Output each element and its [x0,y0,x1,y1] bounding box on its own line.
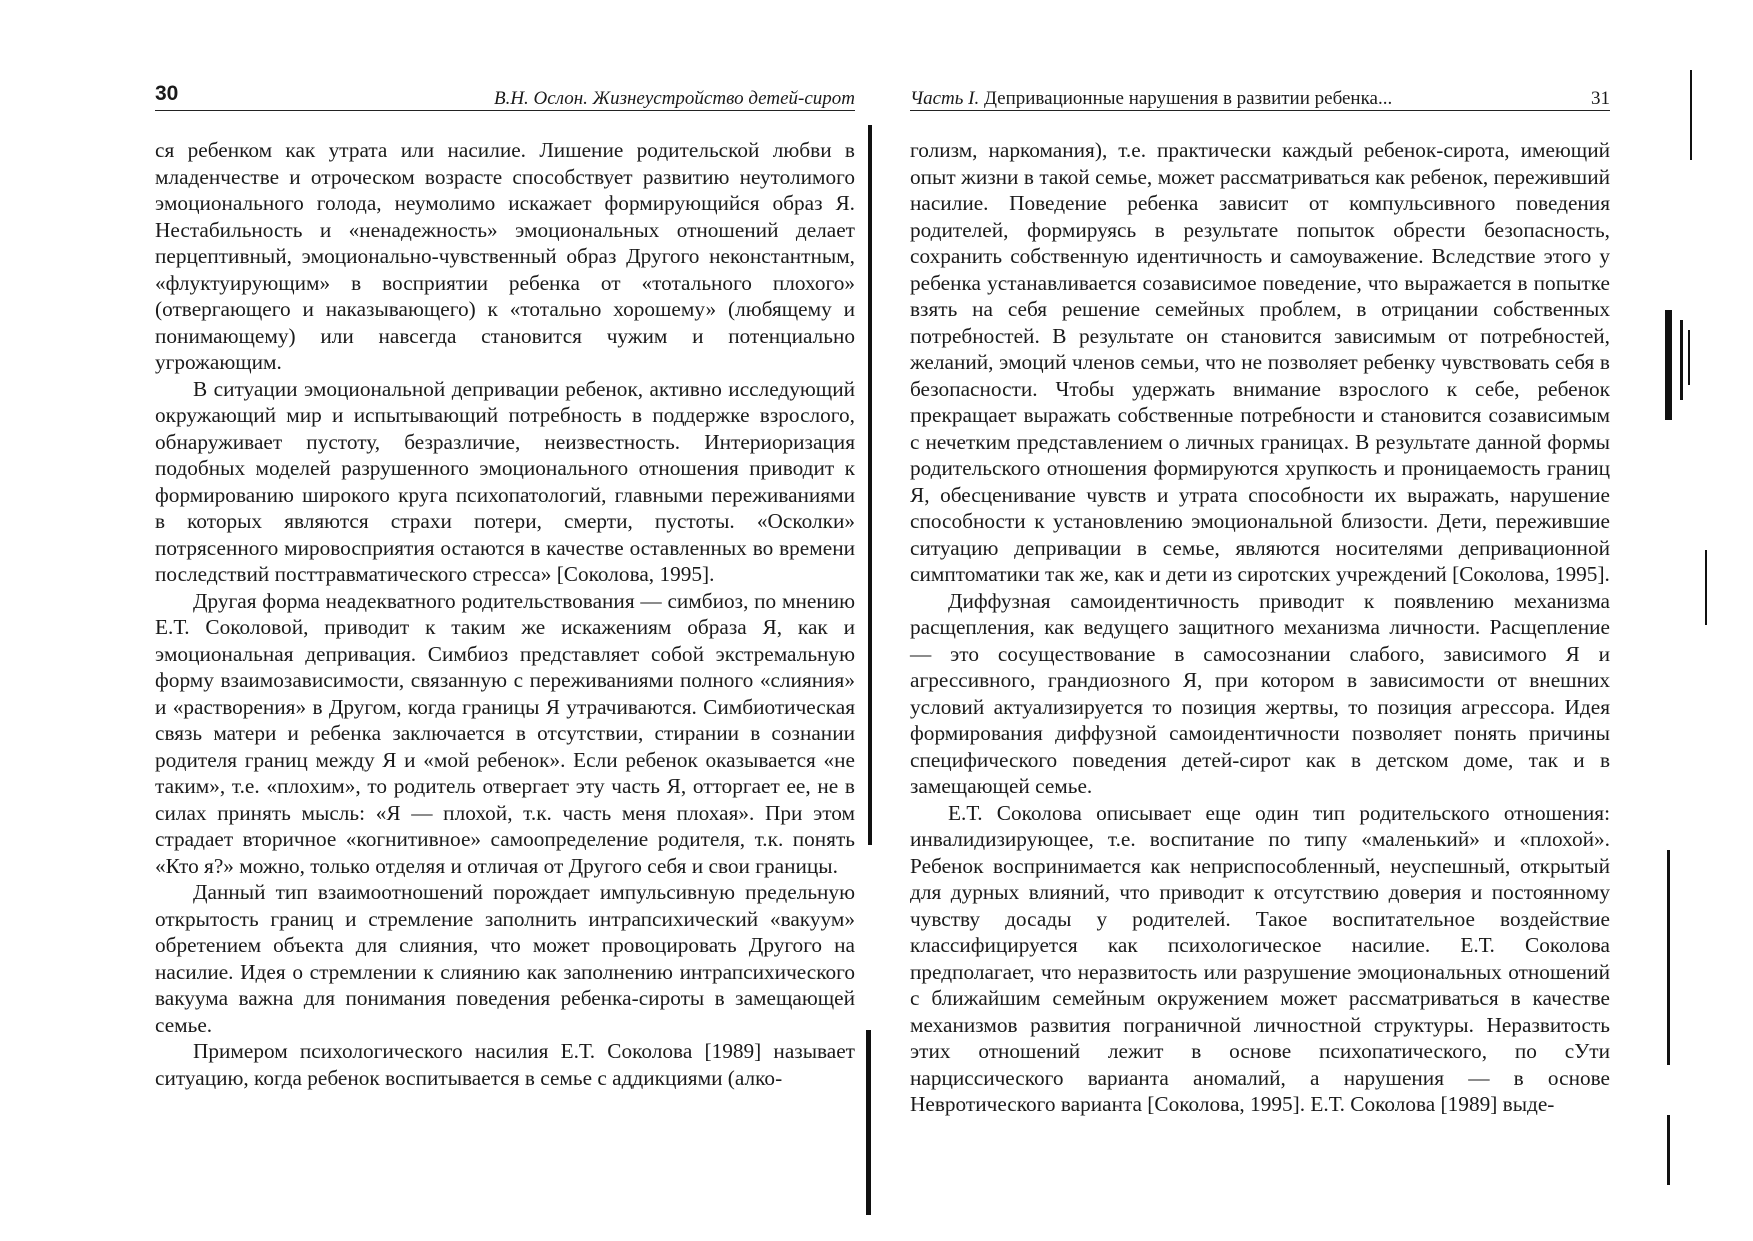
running-title-text: Депривационные нарушения в развитии ребенка... [983,88,1393,109]
scan-bar-gutter-bottom [866,1030,871,1215]
right-page-body [910,137,1610,1118]
paragraph: Диффузная самоидентичность приводит к появлению механизма расщепления, как ведущего защитного механизма личности. Расщепление — это сосуществование в самосознании слабого, зависимого Я и агрессивного, грандиозного Я, при котором в зависимости от внешних условий актуализируется то позиция жертвы, то позиция агрессора. Идея формирования диффузной самоидентичности позволяет понять причины специфического поведения детей-сирот как в детском доме, так и в замещающей семье. [910,588,1610,798]
running-title-text: Жизнеустройство детей-сирот [592,88,855,109]
scan-bar-right-bottom [1667,1115,1670,1185]
paragraph: Данный тип взаимоотношений порождает импульсивную предельную открытость границ и стремление заполнить интрапсихический «вакуум» обретением объекта для слияния, что может провоцировать Другого на насилие. Идея о стремлении к слиянию как заполнению интрапсихического вакуума важна для понимания поведения ребенка-сироты в замещающей семье. [155,880,855,1037]
left-page-body [155,137,855,1091]
running-title-right [910,88,1392,110]
running-title-author: В.Н. Ослон. [493,88,588,109]
scan-bar-right-thick [1665,310,1672,420]
right-page-header [910,80,1610,111]
scan-bar-right-thin-1 [1680,320,1683,400]
scan-bar-gutter-top [868,125,872,845]
left-page-header [155,80,855,111]
scan-bar-right-lower [1667,850,1670,1065]
scan-bar-right-mid [1705,550,1707,625]
running-title-part: Часть I. [910,88,980,109]
scan-bar-right-top [1690,70,1692,160]
paragraph: В ситуации эмоциональной депривации ребенок, активно исследующий окружающий мир и испытывающий потребность в поддержке взрослого, обнаруживает пустоту, безразличие, неизвестность. Интериоризация подобных моделей разрушенного эмоционального отношения приводит к формированию широкого круга психопатологий, главными переживаниями в которых являются страхи потери, смерти, пустоты. «Осколки» потрясенного мировосприятия остаются в качестве оставленных во времени последствий посттравматического стресса» [Соколова, 1995]. [155,376,855,586]
paragraph: Примером психологического насилия Е.Т. Соколова [1989] называет ситуацию, когда ребенок воспитывается в семье с аддикциями (алко- [155,1039,855,1090]
running-title-left [494,88,855,110]
paragraph: Е.Т. Соколова описывает еще один тип родительского отношения: инвалидизирующее, т.е. воспитание по типу «маленький» и «плохой». Ребенок воспринимается как неприспособленный, неуспешный, открытый для дурных влияний, что приводит к отсутствию доверия и постоянному чувству досады у родителей. Такое воспитательное воздействие классифицируется как психологическое насилие. Е.Т. Соколова предполагает, что неразвитость или разрушение эмоциональных отношений с ближайшим семейным окружением может рассматриваться в качестве механизмов развития пограничной личностной структуры. Неразвитость этих отношений лежит в основе психопатического, по сУти нарциссического варианта аномалий, а нарушения — в основе Невротического варианта [Соколова, 1995]. Е.Т. Соколова [1989] выде- [910,800,1610,1116]
paragraph: ся ребенком как утрата или насилие. Лишение родительской любви в младенчестве и отроческом возрасте способствует развитию неутолимого эмоционального голода, неумолимо искажает формирующийся образ Я. Нестабильность и «ненадежность» эмоциональных отношений делает перцептивный, эмоционально-чувственный образ Другого неконстантным, «флуктуирующим» в восприятии ребенка от «тотального плохого» (отвергающего и наказывающего) к «тотально хорошему» (любящему и понимающему) или навсегда становится чужим и потенциально угрожающим. [155,138,855,374]
page-number-left: 30 [155,82,179,105]
page-number-right: 31 [1591,88,1610,109]
paragraph: голизм, наркомания), т.е. практически каждый ребенок-сирота, имеющий опыт жизни в такой семье, может рассматриваться как ребенок, переживший насилие. Поведение ребенка зависит от компульсивного поведения родителей, формируясь в результате попыток обрести безопасность, сохранить собственную идентичность и самоуважение. Вследствие этого у ребенка устанавливается созависимое поведение, что выражается в попытке взять на себя решение семейных проблем, в отрицании собственных потребностей. В результате он становится зависимым от потребностей, желаний, эмоций членов семьи, что не позволяет ребенку чувствовать себя в безопасности. Чтобы удержать внимание взрослого к себе, ребенок прекращает выражать собственные потребности и становится созависимым с нечетким представлением о личных границах. В результате данной формы родительского отношения формируются хрупкость и проницаемость границ Я, обесценивание чувств и утрата способности их выражать, нарушение способности к установлению эмоциональной близости. Дети, пережившие ситуацию депривации в семье, являются носителями депривационной симптоматики так же, как и дети из сиротских учреждений [Соколова, 1995]. [910,138,1610,586]
paragraph: Другая форма неадекватного родительствования — симбиоз, по мнению Е.Т. Соколовой, приводит к таким же искажениям образа Я, как и эмоциональная депривация. Симбиоз представляет собой экстремальную форму взаимозависимости, связанную с переживаниями полного «слияния» и «растворения» в Другом, когда границы Я утрачиваются. Симбиотическая связь матери и ребенка заключается в отсутствии, стирании в сознании родителя границ между Я и «мой ребенок». Если ребенок оказывается «не таким», т.е. «плохим», то родитель отвергает эту часть Я, отторгает ее, не в силах принять мысль: «Я — плохой, т.к. часть меня плохая». При этом страдает вторичное «когнитивное» самоопределение родителя, т.к. понять «Кто я?» можно, только отделяя и отличая от Другого себя и свои границы. [155,588,855,878]
scan-bar-right-thin-2 [1688,330,1690,385]
